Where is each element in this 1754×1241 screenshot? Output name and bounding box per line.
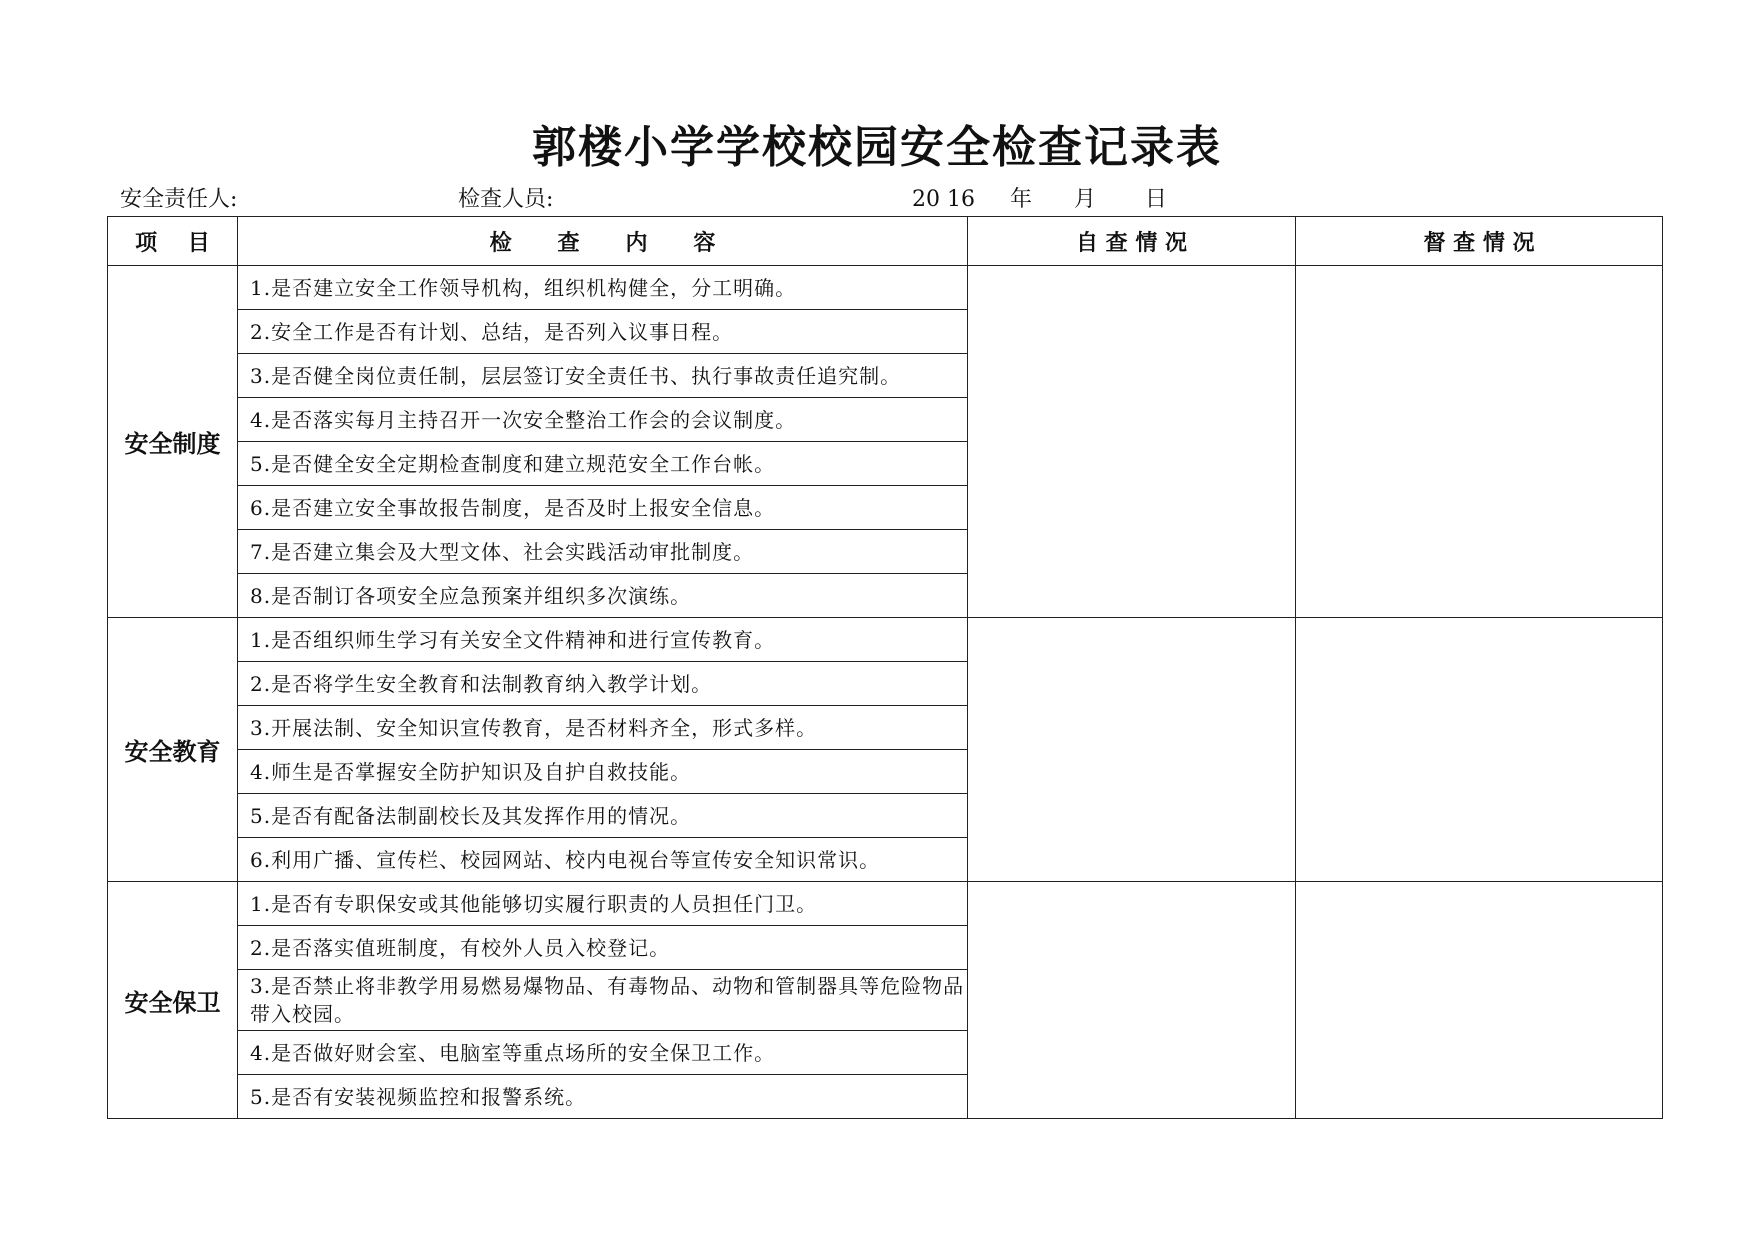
supervision-cell[interactable] bbox=[1296, 618, 1663, 882]
table-header-row bbox=[108, 217, 1663, 266]
check-item: 3.是否禁止将非教学用易燃易爆物品、有毒物品、动物和管制器具等危险物品带入校园。 bbox=[238, 970, 968, 1031]
header-supervision: 督 查 情 况 bbox=[1296, 217, 1663, 266]
header-content: 检 查 内 容 bbox=[238, 217, 968, 266]
check-item: 6.利用广播、宣传栏、校园网站、校内电视台等宣传安全知识常识。 bbox=[238, 838, 968, 882]
header-self-check: 自 查 情 况 bbox=[968, 217, 1296, 266]
date-line: 20 16 年 月 日 bbox=[912, 187, 1167, 212]
check-item: 3.是否健全岗位责任制，层层签订安全责任书、执行事故责任追究制。 bbox=[238, 354, 968, 398]
check-item: 4.是否做好财会室、电脑室等重点场所的安全保卫工作。 bbox=[238, 1031, 968, 1075]
table-row bbox=[108, 266, 1663, 310]
check-item: 8.是否制订各项安全应急预案并组织多次演练。 bbox=[238, 574, 968, 618]
table-body bbox=[108, 266, 1663, 1119]
check-item: 1.是否有专职保安或其他能够切实履行职责的人员担任门卫。 bbox=[238, 882, 968, 926]
check-item: 4.师生是否掌握安全防护知识及自护自救技能。 bbox=[238, 750, 968, 794]
responsible-person-label: 安全责任人: bbox=[120, 187, 238, 212]
inspection-table bbox=[107, 216, 1663, 1119]
category-cell: 安全保卫 bbox=[108, 882, 238, 1119]
check-item: 5.是否有配备法制副校长及其发挥作用的情况。 bbox=[238, 794, 968, 838]
check-item: 3.开展法制、安全知识宣传教育，是否材料齐全，形式多样。 bbox=[238, 706, 968, 750]
check-item: 5.是否健全安全定期检查制度和建立规范安全工作台帐。 bbox=[238, 442, 968, 486]
check-item: 6.是否建立安全事故报告制度，是否及时上报安全信息。 bbox=[238, 486, 968, 530]
table-row bbox=[108, 618, 1663, 662]
self-check-cell[interactable] bbox=[968, 882, 1296, 1119]
check-item: 2.是否将学生安全教育和法制教育纳入教学计划。 bbox=[238, 662, 968, 706]
self-check-cell[interactable] bbox=[968, 266, 1296, 618]
supervision-cell[interactable] bbox=[1296, 266, 1663, 618]
check-item: 2.是否落实值班制度，有校外人员入校登记。 bbox=[238, 926, 968, 970]
category-cell: 安全制度 bbox=[108, 266, 238, 618]
page-title: 郭楼小学学校校园安全检查记录表 bbox=[532, 122, 1222, 173]
check-item: 1.是否组织师生学习有关安全文件精神和进行宣传教育。 bbox=[238, 618, 968, 662]
category-cell: 安全教育 bbox=[108, 618, 238, 882]
inspector-label: 检查人员: bbox=[458, 187, 554, 212]
self-check-cell[interactable] bbox=[968, 618, 1296, 882]
check-item: 4.是否落实每月主持召开一次安全整治工作会的会议制度。 bbox=[238, 398, 968, 442]
check-item: 7.是否建立集会及大型文体、社会实践活动审批制度。 bbox=[238, 530, 968, 574]
check-item: 2.安全工作是否有计划、总结，是否列入议事日程。 bbox=[238, 310, 968, 354]
check-item: 1.是否建立安全工作领导机构，组织机构健全，分工明确。 bbox=[238, 266, 968, 310]
check-item: 5.是否有安装视频监控和报警系统。 bbox=[238, 1075, 968, 1119]
supervision-cell[interactable] bbox=[1296, 882, 1663, 1119]
header-item: 项 目 bbox=[108, 217, 238, 266]
table-row bbox=[108, 882, 1663, 926]
